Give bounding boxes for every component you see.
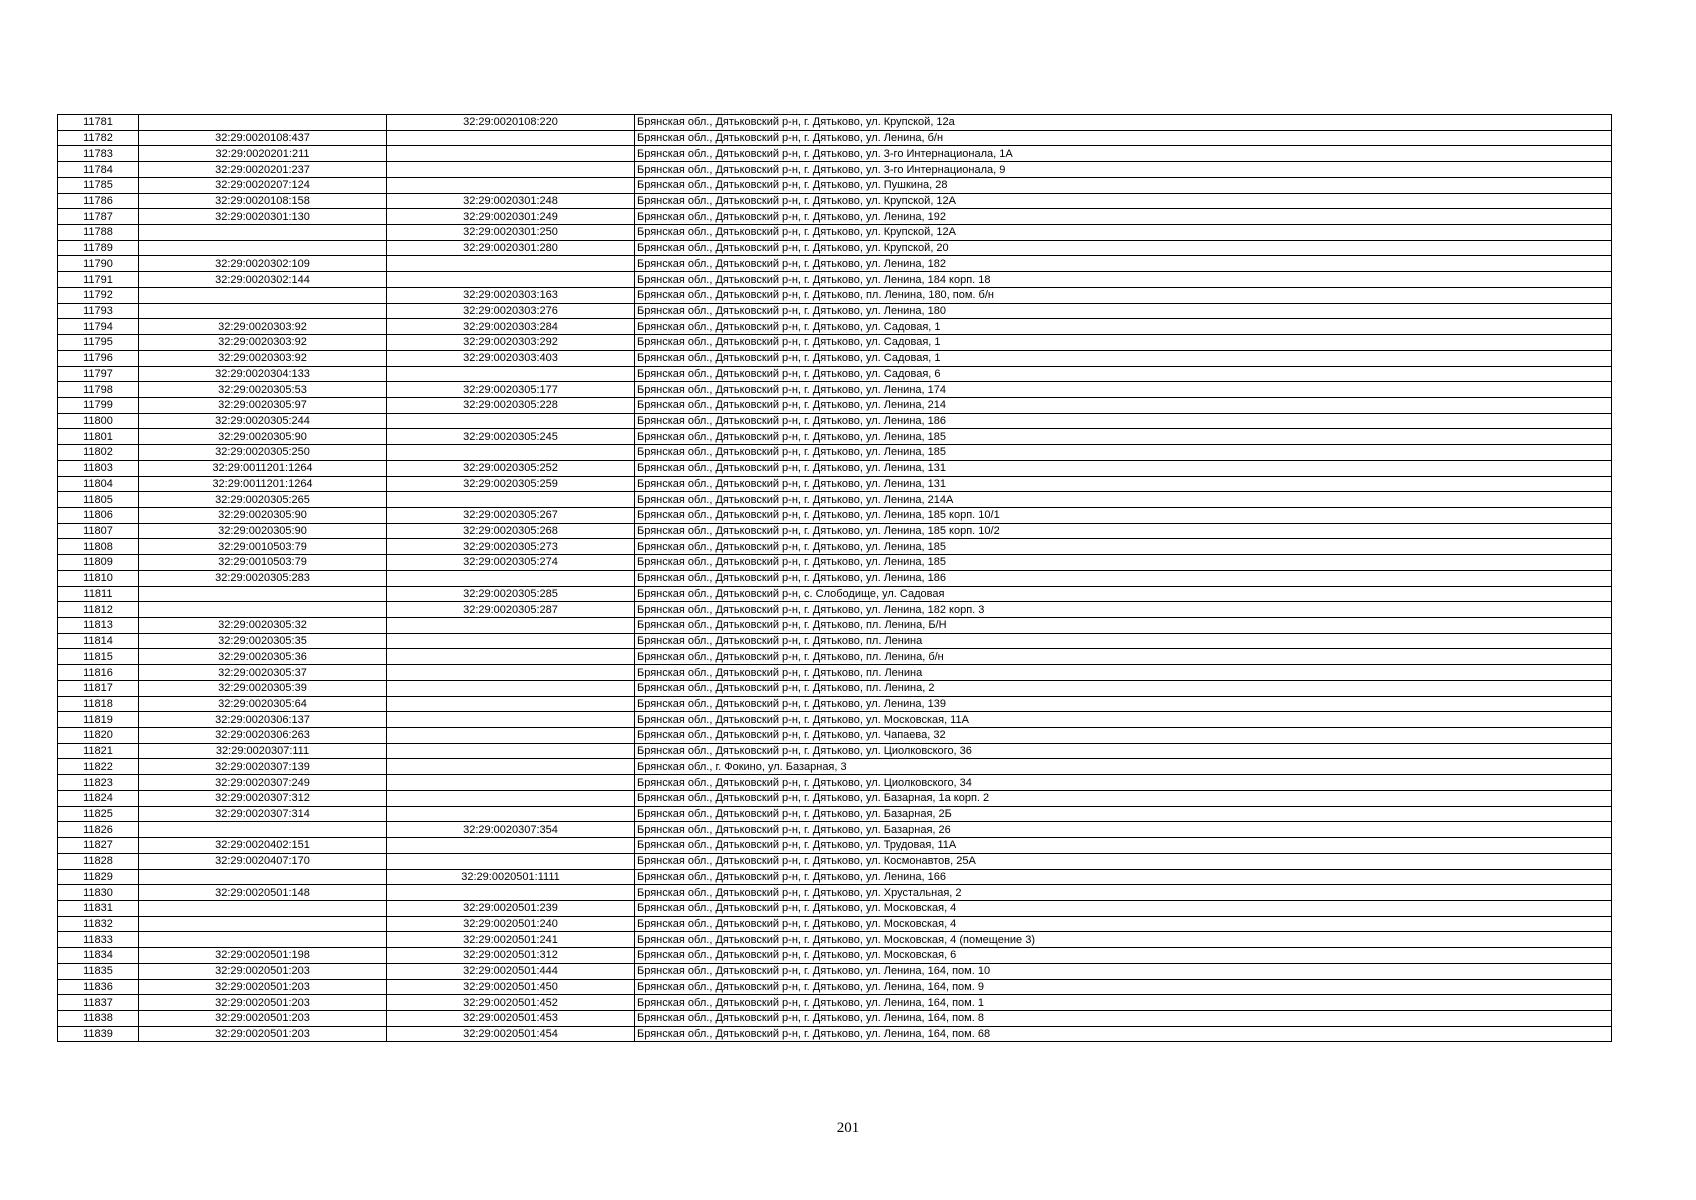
object-cadastral-number-cell [387,806,635,822]
row-number-cell: 11831 [58,900,139,916]
table-row [58,382,1612,398]
address-cell: Брянская обл., Дятьковский р-н, г. Дятьково, ул. Чапаева, 32 [635,728,1612,744]
table-row [58,759,1612,775]
row-number-cell: 11782 [58,130,139,146]
address-cell: Брянская обл., Дятьковский р-н, г. Дятьково, ул. Ленина, 180 [635,303,1612,319]
row-number-cell: 11839 [58,1026,139,1042]
cadastral-number-cell: 32:29:0020305:37 [139,665,387,681]
row-number-cell: 11794 [58,319,139,335]
table-row [58,743,1612,759]
cadastral-number-cell: 32:29:0020305:97 [139,397,387,413]
cadastral-number-cell: 32:29:0020108:158 [139,193,387,209]
address-cell: Брянская обл., Дятьковский р-н, г. Дятьково, ул. 3-го Интернационала, 9 [635,162,1612,178]
cadastral-number-cell: 32:29:0020305:90 [139,507,387,523]
table-row [58,1010,1612,1026]
cadastral-number-cell: 32:29:0020501:203 [139,995,387,1011]
cadastral-number-cell: 32:29:0020302:144 [139,272,387,288]
table-row [58,193,1612,209]
object-cadastral-number-cell [387,445,635,461]
table-row [58,680,1612,696]
row-number-cell: 11813 [58,618,139,634]
cadastral-number-cell: 32:29:0020305:35 [139,633,387,649]
row-number-cell: 11800 [58,413,139,429]
table-row [58,900,1612,916]
address-cell: Брянская обл., Дятьковский р-н, г. Дятьково, ул. Крупской, 12А [635,193,1612,209]
address-cell: Брянская обл., Дятьковский р-н, г. Дятьково, ул. Циолковского, 36 [635,743,1612,759]
cadastral-number-cell: 32:29:0020501:198 [139,948,387,964]
row-number-cell: 11803 [58,460,139,476]
page-number: 201 [836,1120,860,1136]
table-row [58,162,1612,178]
table-row [58,413,1612,429]
row-number-cell: 11811 [58,586,139,602]
row-number-cell: 11823 [58,775,139,791]
table-row [58,523,1612,539]
address-cell: Брянская обл., Дятьковский р-н, г. Дятьково, ул. Ленина, 184 корп. 18 [635,272,1612,288]
row-number-cell: 11810 [58,570,139,586]
table-row [58,712,1612,728]
object-cadastral-number-cell [387,743,635,759]
table-row [58,838,1612,854]
table-row [58,806,1612,822]
address-cell: Брянская обл., Дятьковский р-н, г. Дятьково, ул. Ленина, 164, пом. 8 [635,1010,1612,1026]
registry-table [57,114,1612,1042]
cadastral-number-cell [139,115,387,131]
table-row [58,146,1612,162]
row-number-cell: 11799 [58,397,139,413]
table-row [58,979,1612,995]
object-cadastral-number-cell [387,838,635,854]
object-cadastral-number-cell: 32:29:0020303:284 [387,319,635,335]
table-row [58,822,1612,838]
table-row [58,869,1612,885]
row-number-cell: 11822 [58,759,139,775]
cadastral-number-cell [139,869,387,885]
object-cadastral-number-cell: 32:29:0020305:287 [387,602,635,618]
object-cadastral-number-cell [387,177,635,193]
object-cadastral-number-cell [387,366,635,382]
object-cadastral-number-cell: 32:29:0020501:450 [387,979,635,995]
address-cell: Брянская обл., Дятьковский р-н, г. Дятьково, ул. Ленина, 185 [635,555,1612,571]
address-cell: Брянская обл., Дятьковский р-н, г. Дятьково, ул. Московская, 11А [635,712,1612,728]
table-row [58,130,1612,146]
table-row [58,618,1612,634]
address-cell: Брянская обл., Дятьковский р-н, г. Дятьково, ул. Садовая, 1 [635,335,1612,351]
object-cadastral-number-cell: 32:29:0020501:454 [387,1026,635,1042]
row-number-cell: 11808 [58,539,139,555]
address-cell: Брянская обл., Дятьковский р-н, г. Дятьково, ул. Московская, 4 [635,900,1612,916]
address-cell: Брянская обл., Дятьковский р-н, г. Дятьково, ул. Базарная, 2Б [635,806,1612,822]
cadastral-number-cell: 32:29:0010503:79 [139,555,387,571]
cadastral-number-cell: 32:29:0020306:137 [139,712,387,728]
cadastral-number-cell: 32:29:0020304:133 [139,366,387,382]
row-number-cell: 11834 [58,948,139,964]
address-cell: Брянская обл., Дятьковский р-н, г. Дятьково, ул. Ленина, 186 [635,413,1612,429]
object-cadastral-number-cell [387,712,635,728]
object-cadastral-number-cell [387,162,635,178]
object-cadastral-number-cell: 32:29:0020305:259 [387,476,635,492]
address-cell: Брянская обл., Дятьковский р-н, г. Дятьково, ул. Трудовая, 11А [635,838,1612,854]
address-cell: Брянская обл., Дятьковский р-н, г. Дятьково, ул. Ленина, 192 [635,209,1612,225]
row-number-cell: 11802 [58,445,139,461]
cadastral-number-cell: 32:29:0020305:250 [139,445,387,461]
address-cell: Брянская обл., Дятьковский р-н, г. Дятьково, ул. Космонавтов, 25А [635,853,1612,869]
cadastral-number-cell: 32:29:0011201:1264 [139,476,387,492]
row-number-cell: 11832 [58,916,139,932]
address-cell: Брянская обл., Дятьковский р-н, г. Дятьково, пл. Ленина, 2 [635,680,1612,696]
object-cadastral-number-cell: 32:29:0020305:228 [387,397,635,413]
address-cell: Брянская обл., Дятьковский р-н, г. Дятьково, ул. Ленина, 186 [635,570,1612,586]
row-number-cell: 11793 [58,303,139,319]
cadastral-number-cell: 32:29:0020407:170 [139,853,387,869]
row-number-cell: 11835 [58,963,139,979]
object-cadastral-number-cell: 32:29:0020303:163 [387,287,635,303]
table-row [58,335,1612,351]
object-cadastral-number-cell [387,680,635,696]
address-cell: Брянская обл., Дятьковский р-н, г. Дятьково, пл. Ленина, б/н [635,649,1612,665]
row-number-cell: 11789 [58,240,139,256]
row-number-cell: 11819 [58,712,139,728]
row-number-cell: 11812 [58,602,139,618]
cadastral-number-cell [139,822,387,838]
object-cadastral-number-cell: 32:29:0020307:354 [387,822,635,838]
cadastral-number-cell: 32:29:0020305:32 [139,618,387,634]
object-cadastral-number-cell [387,885,635,901]
table-row [58,115,1612,131]
object-cadastral-number-cell [387,272,635,288]
table-row [58,570,1612,586]
row-number-cell: 11833 [58,932,139,948]
table-row [58,963,1612,979]
cadastral-number-cell: 32:29:0020501:203 [139,979,387,995]
table-row [58,555,1612,571]
object-cadastral-number-cell [387,728,635,744]
object-cadastral-number-cell: 32:29:0020108:220 [387,115,635,131]
row-number-cell: 11838 [58,1010,139,1026]
address-cell: Брянская обл., Дятьковский р-н, г. Дятьково, ул. Ленина, 182 [635,256,1612,272]
row-number-cell: 11790 [58,256,139,272]
address-cell: Брянская обл., Дятьковский р-н, г. Дятьково, ул. Хрустальная, 2 [635,885,1612,901]
table-row [58,507,1612,523]
object-cadastral-number-cell: 32:29:0020303:276 [387,303,635,319]
row-number-cell: 11827 [58,838,139,854]
object-cadastral-number-cell [387,775,635,791]
object-cadastral-number-cell [387,853,635,869]
object-cadastral-number-cell [387,570,635,586]
table-row [58,209,1612,225]
object-cadastral-number-cell: 32:29:0020305:274 [387,555,635,571]
row-number-cell: 11817 [58,680,139,696]
cadastral-number-cell: 32:29:0020501:203 [139,1010,387,1026]
object-cadastral-number-cell: 32:29:0020501:444 [387,963,635,979]
row-number-cell: 11816 [58,665,139,681]
cadastral-number-cell: 32:29:0020305:90 [139,429,387,445]
address-cell: Брянская обл., Дятьковский р-н, г. Дятьково, ул. Ленина, б/н [635,130,1612,146]
table-row [58,303,1612,319]
cadastral-number-cell: 32:29:0020303:92 [139,319,387,335]
row-number-cell: 11825 [58,806,139,822]
table-row [58,397,1612,413]
cadastral-number-cell: 32:29:0020307:314 [139,806,387,822]
row-number-cell: 11797 [58,366,139,382]
address-cell: Брянская обл., Дятьковский р-н, г. Дятьково, ул. Ленина, 139 [635,696,1612,712]
object-cadastral-number-cell: 32:29:0020501:452 [387,995,635,1011]
cadastral-number-cell: 32:29:0020307:249 [139,775,387,791]
cadastral-number-cell: 32:29:0020305:265 [139,492,387,508]
cadastral-number-cell: 32:29:0020307:312 [139,790,387,806]
table-row [58,586,1612,602]
cadastral-number-cell [139,303,387,319]
object-cadastral-number-cell: 32:29:0020301:250 [387,225,635,241]
table-row [58,665,1612,681]
table-row [58,272,1612,288]
row-number-cell: 11824 [58,790,139,806]
row-number-cell: 11805 [58,492,139,508]
object-cadastral-number-cell [387,130,635,146]
object-cadastral-number-cell [387,492,635,508]
address-cell: Брянская обл., Дятьковский р-н, г. Дятьково, ул. Ленина, 164, пом. 68 [635,1026,1612,1042]
object-cadastral-number-cell [387,665,635,681]
object-cadastral-number-cell: 32:29:0020501:239 [387,900,635,916]
registry-table-body [58,115,1612,1042]
address-cell: Брянская обл., Дятьковский р-н, г. Дятьково, ул. Базарная, 1а корп. 2 [635,790,1612,806]
table-row [58,225,1612,241]
address-cell: Брянская обл., Дятьковский р-н, г. Дятьково, ул. Ленина, 131 [635,476,1612,492]
row-number-cell: 11828 [58,853,139,869]
address-cell: Брянская обл., Дятьковский р-н, г. Дятьково, ул. Ленина, 185 [635,445,1612,461]
address-cell: Брянская обл., Дятьковский р-н, г. Дятьково, пл. Ленина, Б/Н [635,618,1612,634]
object-cadastral-number-cell [387,790,635,806]
row-number-cell: 11814 [58,633,139,649]
address-cell: Брянская обл., Дятьковский р-н, г. Дятьково, ул. Циолковского, 34 [635,775,1612,791]
table-row [58,633,1612,649]
cadastral-number-cell [139,900,387,916]
object-cadastral-number-cell: 32:29:0020305:252 [387,460,635,476]
object-cadastral-number-cell [387,696,635,712]
object-cadastral-number-cell: 32:29:0020305:245 [387,429,635,445]
cadastral-number-cell: 32:29:0020501:148 [139,885,387,901]
row-number-cell: 11801 [58,429,139,445]
address-cell: Брянская обл., Дятьковский р-н, г. Дятьково, ул. Пушкина, 28 [635,177,1612,193]
address-cell: Брянская обл., Дятьковский р-н, г. Дятьково, ул. Московская, 4 [635,916,1612,932]
cadastral-number-cell: 32:29:0020305:244 [139,413,387,429]
table-row [58,916,1612,932]
table-row [58,885,1612,901]
cadastral-number-cell: 32:29:0020108:437 [139,130,387,146]
cadastral-number-cell: 32:29:0020305:39 [139,680,387,696]
row-number-cell: 11809 [58,555,139,571]
cadastral-number-cell: 32:29:0020201:211 [139,146,387,162]
cadastral-number-cell: 32:29:0020305:90 [139,523,387,539]
table-row [58,948,1612,964]
object-cadastral-number-cell: 32:29:0020301:280 [387,240,635,256]
row-number-cell: 11792 [58,287,139,303]
cadastral-number-cell: 32:29:0020305:64 [139,696,387,712]
cadastral-number-cell [139,240,387,256]
cadastral-number-cell: 32:29:0020207:124 [139,177,387,193]
address-cell: Брянская обл., Дятьковский р-н, г. Дятьково, ул. Садовая, 6 [635,366,1612,382]
address-cell: Брянская обл., Дятьковский р-н, г. Дятьково, ул. Ленина, 182 корп. 3 [635,602,1612,618]
cadastral-number-cell: 32:29:0020201:237 [139,162,387,178]
table-row [58,995,1612,1011]
object-cadastral-number-cell [387,256,635,272]
address-cell: Брянская обл., Дятьковский р-н, г. Дятьково, ул. Крупской, 20 [635,240,1612,256]
cadastral-number-cell: 32:29:0020307:139 [139,759,387,775]
cadastral-number-cell: 32:29:0020305:53 [139,382,387,398]
cadastral-number-cell: 32:29:0020301:130 [139,209,387,225]
object-cadastral-number-cell: 32:29:0020305:285 [387,586,635,602]
cadastral-number-cell [139,225,387,241]
address-cell: Брянская обл., Дятьковский р-н, г. Дятьково, пл. Ленина [635,633,1612,649]
object-cadastral-number-cell: 32:29:0020501:312 [387,948,635,964]
row-number-cell: 11820 [58,728,139,744]
address-cell: Брянская обл., Дятьковский р-н, г. Дятьково, ул. Ленина, 131 [635,460,1612,476]
object-cadastral-number-cell [387,413,635,429]
object-cadastral-number-cell: 32:29:0020303:292 [387,335,635,351]
address-cell: Брянская обл., Дятьковский р-н, г. Дятьково, пл. Ленина, 180, пом. б/н [635,287,1612,303]
cadastral-number-cell [139,602,387,618]
address-cell: Брянская обл., Дятьковский р-н, г. Дятьково, ул. Ленина, 164, пом. 10 [635,963,1612,979]
cadastral-number-cell: 32:29:0011201:1264 [139,460,387,476]
address-cell: Брянская обл., Дятьковский р-н, г. Дятьково, ул. Ленина, 174 [635,382,1612,398]
address-cell: Брянская обл., Дятьковский р-н, г. Дятьково, ул. Садовая, 1 [635,319,1612,335]
row-number-cell: 11821 [58,743,139,759]
address-cell: Брянская обл., Дятьковский р-н, г. Дятьково, ул. Ленина, 166 [635,869,1612,885]
cadastral-number-cell [139,916,387,932]
table-row [58,319,1612,335]
table-row [58,366,1612,382]
table-row [58,853,1612,869]
address-cell: Брянская обл., Дятьковский р-н, г. Дятьково, ул. Крупской, 12а [635,115,1612,131]
table-row [58,696,1612,712]
table-row [58,177,1612,193]
table-row [58,350,1612,366]
row-number-cell: 11795 [58,335,139,351]
address-cell: Брянская обл., Дятьковский р-н, г. Дятьково, ул. Крупской, 12А [635,225,1612,241]
row-number-cell: 11798 [58,382,139,398]
row-number-cell: 11807 [58,523,139,539]
cadastral-number-cell: 32:29:0020501:203 [139,963,387,979]
object-cadastral-number-cell: 32:29:0020305:177 [387,382,635,398]
table-row [58,429,1612,445]
table-row [58,287,1612,303]
object-cadastral-number-cell: 32:29:0020305:273 [387,539,635,555]
row-number-cell: 11837 [58,995,139,1011]
cadastral-number-cell: 32:29:0020303:92 [139,335,387,351]
cadastral-number-cell [139,586,387,602]
row-number-cell: 11785 [58,177,139,193]
object-cadastral-number-cell: 32:29:0020301:248 [387,193,635,209]
row-number-cell: 11815 [58,649,139,665]
row-number-cell: 11804 [58,476,139,492]
address-cell: Брянская обл., Дятьковский р-н, г. Дятьково, ул. Московская, 4 (помещение 3) [635,932,1612,948]
table-row [58,1026,1612,1042]
cadastral-number-cell: 32:29:0020303:92 [139,350,387,366]
cadastral-number-cell [139,932,387,948]
row-number-cell: 11818 [58,696,139,712]
address-cell: Брянская обл., Дятьковский р-н, г. Дятьково, ул. Ленина, 185 [635,539,1612,555]
table-row [58,476,1612,492]
table-row [58,240,1612,256]
table-row [58,445,1612,461]
row-number-cell: 11791 [58,272,139,288]
row-number-cell: 11781 [58,115,139,131]
table-row [58,649,1612,665]
row-number-cell: 11829 [58,869,139,885]
row-number-cell: 11830 [58,885,139,901]
object-cadastral-number-cell: 32:29:0020501:453 [387,1010,635,1026]
row-number-cell: 11783 [58,146,139,162]
object-cadastral-number-cell [387,649,635,665]
cadastral-number-cell: 32:29:0020501:203 [139,1026,387,1042]
address-cell: Брянская обл., Дятьковский р-н, г. Дятьково, ул. Базарная, 26 [635,822,1612,838]
cadastral-number-cell: 32:29:0020402:151 [139,838,387,854]
table-row [58,728,1612,744]
table-row [58,775,1612,791]
cadastral-number-cell: 32:29:0010503:79 [139,539,387,555]
cadastral-number-cell [139,287,387,303]
row-number-cell: 11836 [58,979,139,995]
table-row [58,256,1612,272]
object-cadastral-number-cell: 32:29:0020305:268 [387,523,635,539]
address-cell: Брянская обл., Дятьковский р-н, г. Дятьково, ул. Ленина, 164, пом. 9 [635,979,1612,995]
row-number-cell: 11806 [58,507,139,523]
address-cell: Брянская обл., Дятьковский р-н, с. Слободище, ул. Садовая [635,586,1612,602]
address-cell: Брянская обл., г. Фокино, ул. Базарная, 3 [635,759,1612,775]
cadastral-number-cell: 32:29:0020305:283 [139,570,387,586]
table-row [58,539,1612,555]
row-number-cell: 11826 [58,822,139,838]
row-number-cell: 11784 [58,162,139,178]
address-cell: Брянская обл., Дятьковский р-н, г. Дятьково, ул. Ленина, 185 корп. 10/2 [635,523,1612,539]
object-cadastral-number-cell [387,633,635,649]
object-cadastral-number-cell: 32:29:0020303:403 [387,350,635,366]
object-cadastral-number-cell: 32:29:0020501:241 [387,932,635,948]
row-number-cell: 11787 [58,209,139,225]
address-cell: Брянская обл., Дятьковский р-н, г. Дятьково, ул. Ленина, 185 корп. 10/1 [635,507,1612,523]
cadastral-number-cell: 32:29:0020307:111 [139,743,387,759]
address-cell: Брянская обл., Дятьковский р-н, г. Дятьково, ул. Ленина, 214 [635,397,1612,413]
address-cell: Брянская обл., Дятьковский р-н, г. Дятьково, ул. 3-го Интернационала, 1А [635,146,1612,162]
row-number-cell: 11788 [58,225,139,241]
address-cell: Брянская обл., Дятьковский р-н, г. Дятьково, ул. Садовая, 1 [635,350,1612,366]
table-row [58,790,1612,806]
table-row [58,932,1612,948]
object-cadastral-number-cell: 32:29:0020501:240 [387,916,635,932]
cadastral-number-cell: 32:29:0020302:109 [139,256,387,272]
table-row [58,602,1612,618]
cadastral-number-cell: 32:29:0020305:36 [139,649,387,665]
table-row [58,492,1612,508]
row-number-cell: 11796 [58,350,139,366]
cadastral-number-cell: 32:29:0020306:263 [139,728,387,744]
address-cell: Брянская обл., Дятьковский р-н, г. Дятьково, ул. Ленина, 164, пом. 1 [635,995,1612,1011]
address-cell: Брянская обл., Дятьковский р-н, г. Дятьково, ул. Московская, 6 [635,948,1612,964]
object-cadastral-number-cell: 32:29:0020501:1111 [387,869,635,885]
object-cadastral-number-cell [387,146,635,162]
object-cadastral-number-cell [387,618,635,634]
row-number-cell: 11786 [58,193,139,209]
object-cadastral-number-cell: 32:29:0020301:249 [387,209,635,225]
table-row [58,460,1612,476]
object-cadastral-number-cell: 32:29:0020305:267 [387,507,635,523]
address-cell: Брянская обл., Дятьковский р-н, г. Дятьково, пл. Ленина [635,665,1612,681]
object-cadastral-number-cell [387,759,635,775]
address-cell: Брянская обл., Дятьковский р-н, г. Дятьково, ул. Ленина, 214А [635,492,1612,508]
address-cell: Брянская обл., Дятьковский р-н, г. Дятьково, ул. Ленина, 185 [635,429,1612,445]
